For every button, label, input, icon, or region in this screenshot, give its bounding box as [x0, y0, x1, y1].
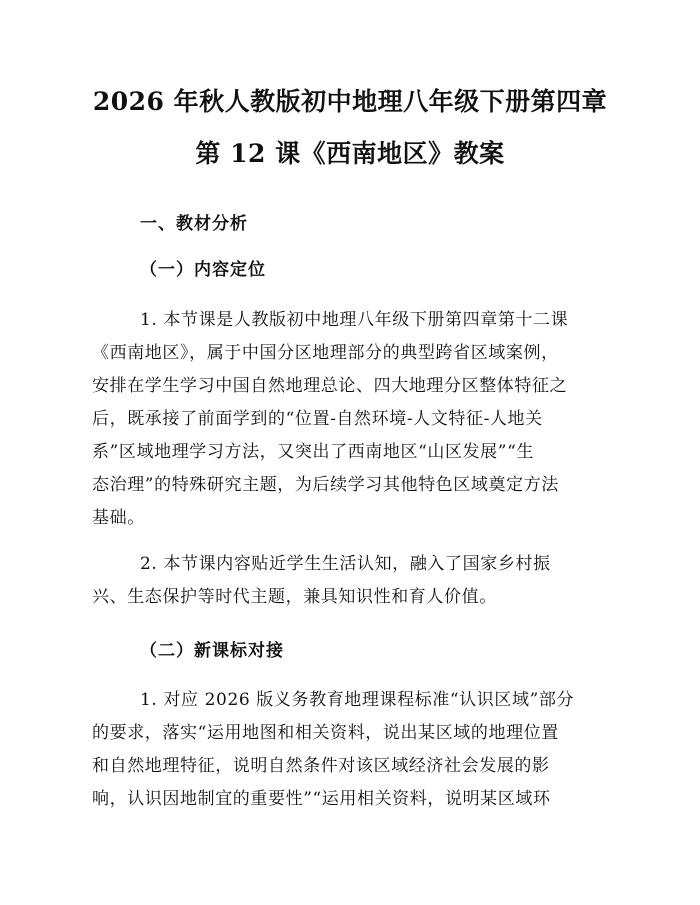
paragraph-line: 2. 本节课内容贴近学生生活认知，融入了国家乡村振 — [140, 554, 551, 574]
paragraph-line: 后，既承接了前面学到的“位置-自然环境-人文特征-人地关 — [92, 409, 543, 429]
paragraph-line: 态治理”的特殊研究主题，为后续学习其他特色区域奠定方法 — [92, 475, 559, 495]
paragraph — [92, 304, 608, 535]
paragraph — [92, 548, 608, 614]
document-title — [92, 78, 608, 178]
paragraph — [92, 684, 608, 816]
paragraph-line: 系”区域地理学习方法，又突出了西南地区“山区发展”“生 — [92, 442, 534, 462]
paragraph-line: 响，认识因地制宜的重要性”“运用相关资料，说明某区域环 — [92, 789, 551, 809]
paragraph-line: 1. 对应 2026 版义务教育地理课程标准“认识区域”部分 — [140, 690, 575, 710]
paragraph-line: 1. 本节课是人教版初中地理八年级下册第四章第十二课 — [140, 310, 569, 330]
title-line: 2026 年秋人教版初中地理八年级下册第四章 — [92, 87, 608, 116]
subsection-heading-content-positioning: （一）内容定位 — [140, 260, 266, 280]
subsection-heading-curriculum-standards: （二）新课标对接 — [140, 641, 284, 661]
paragraph-line: 和自然地理特征，说明自然条件对该区域经济社会发展的影 — [92, 756, 550, 776]
paragraph-line: 的要求，落实“运用地图和相关资料，说出某区域的地理位置 — [92, 723, 559, 743]
paragraph-line: 《西南地区》，属于中国分区地理部分的典型跨省区域案例， — [92, 343, 559, 363]
paragraph-line: 兴、生态保护等时代主题，兼具知识性和育人价值。 — [92, 587, 497, 607]
paragraph-line: 基础。 — [92, 508, 145, 528]
paragraph-line: 安排在学生学习中国自然地理总论、四大地理分区整体特征之 — [92, 376, 568, 396]
section-heading-textbook-analysis: 一、教材分析 — [140, 214, 248, 234]
title-line: 第 12 课《西南地区》教案 — [195, 139, 505, 168]
